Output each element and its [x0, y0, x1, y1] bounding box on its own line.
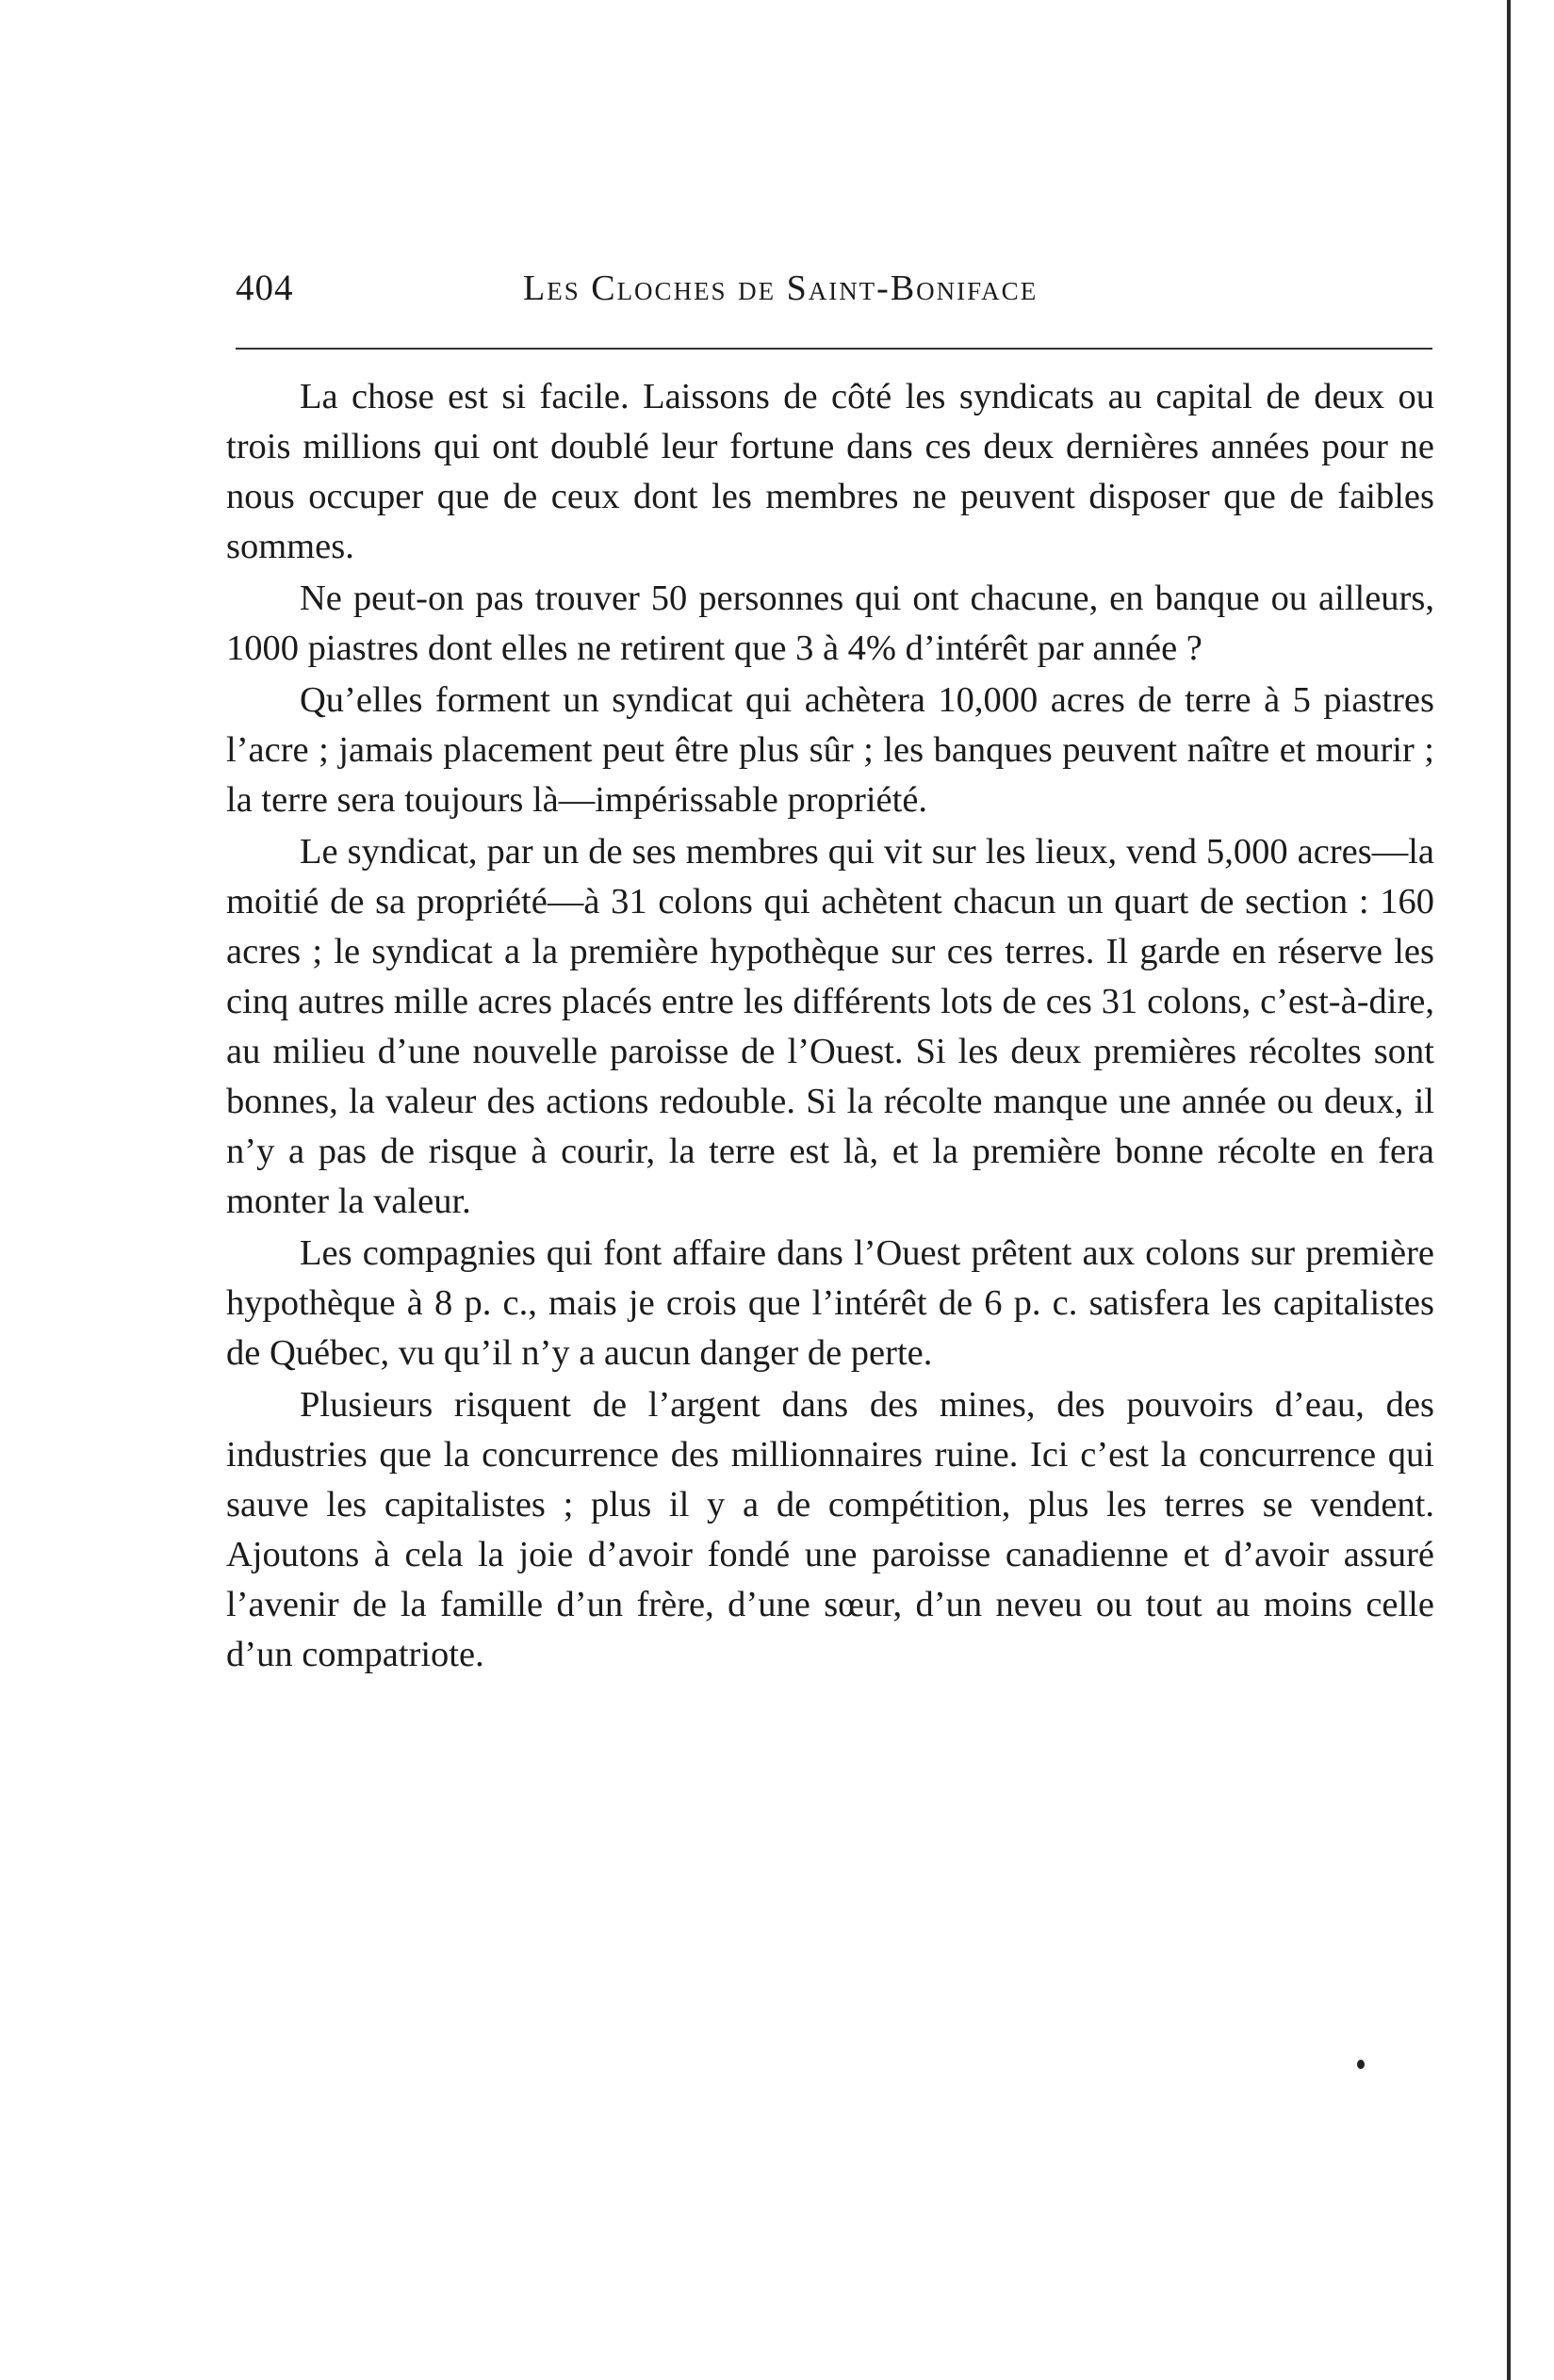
page-edge-line: [1507, 0, 1511, 2380]
paragraph: Qu’elles forment un syndicat qui achètera 10,000 acres de terre à 5 piastres l’acre ; jamais placement peut être plus sûr ; les banques peuvent naître et mourir ; la terre sera toujours là—impérissable propriété.: [226, 680, 1434, 820]
paragraph: Les compagnies qui font affaire dans l’Ouest prêtent aux colons sur première hypothèque à 8 p. c., mais je crois que l’intérêt de 6 p. c. satisfera les capitalistes de Québec, vu qu’il n’y a aucun danger de perte.: [226, 1233, 1434, 1373]
running-title: Les Cloches de Saint-Boniface: [523, 269, 1039, 308]
page-header: [236, 260, 1432, 317]
paragraph: Plusieurs risquent de l’argent dans des mines, des pouvoirs d’eau, des industries que la concurrence des millionnaires ruine. Ici c’est la concurrence qui sauve les capitalistes ; plus il y a de compétition, plus les terres se vendent. Ajoutons à cela la joie d’avoir fondé une paroisse canadienne et d’avoir assuré l’avenir de la famille d’un frère, d’une sœur, d’un neveu ou tout au moins celle d’un compatriote.: [226, 1385, 1434, 1674]
body-text: [226, 372, 1434, 1680]
ink-speck: [1357, 2060, 1365, 2069]
page-number: 404: [236, 268, 294, 308]
paragraph: Ne peut-on pas trouver 50 personnes qui ont chacune, en banque ou ailleurs, 1000 piastres dont elles ne retirent que 3 à 4% d’intérêt par année ?: [226, 579, 1434, 668]
paragraph: La chose est si facile. Laissons de côté les syndicats au capital de deux ou trois millions qui ont doublé leur fortune dans ces deux dernières années pour ne nous occuper que de ceux dont les membres ne peuvent disposer que de faibles sommes.: [226, 377, 1434, 566]
paragraph: Le syndicat, par un de ses membres qui vit sur les lieux, vend 5,000 acres—la moitié de sa propriété—à 31 colons qui achètent chacun un quart de section : 160 acres ; le syndicat a la première hypothèque sur ces terres. Il garde en réserve les cinq autres mille acres placés entre les différents lots de ces 31 colons, c’est-à-dire, au milieu d’une nouvelle paroisse de l’Ouest. Si les deux premières récoltes sont bonnes, la valeur des actions redouble. Si la récolte manque une année ou deux, il n’y a pas de risque à courir, la terre est là, et la première bonne récolte en fera monter la valeur.: [226, 832, 1434, 1221]
header-rule: [236, 348, 1432, 350]
